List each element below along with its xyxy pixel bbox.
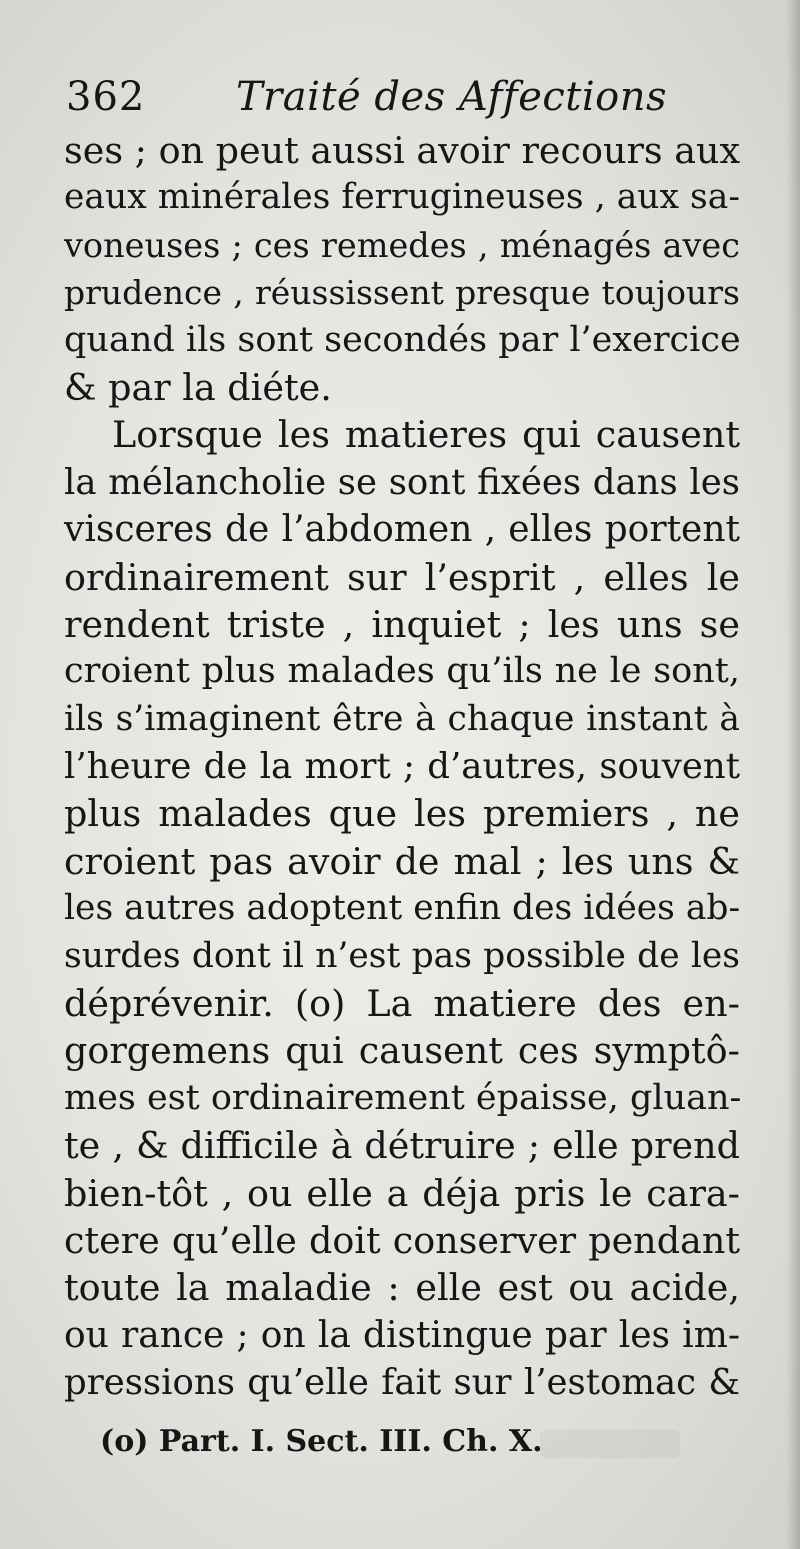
footnote: (o) Part. I. Sect. III. Ch. X.	[100, 1424, 543, 1459]
text-line: déprévenir. (o) La matiere des en-	[64, 982, 740, 1026]
text-line: ses ; on peut aussi avoir recours aux	[64, 129, 741, 172]
text-line: eaux minérales ferrugineuses , aux sa-	[64, 177, 740, 218]
page-edge-shadow	[786, 0, 800, 1549]
paragraph-end-line: & par la diéte.	[64, 365, 332, 409]
text-line: prudence , réussissent presque toujours	[64, 273, 740, 313]
text-line: visceres de l’abdomen , elles portent	[64, 509, 740, 551]
running-title: Traité des Affections	[236, 74, 668, 120]
page-header	[66, 70, 746, 124]
text-line: te , & difficile à détruire ; elle prend	[64, 1124, 740, 1168]
text-line: gorgemens qui causent ces symptô-	[64, 1029, 740, 1073]
ink-show-through	[540, 1430, 680, 1458]
text-line: ordinairement sur l’esprit , elles le	[64, 555, 740, 599]
text-line: la mélancholie se sont fixées dans les	[64, 461, 740, 503]
text-line: ils s’imaginent être à chaque instant à	[64, 698, 740, 739]
text-line: ctere qu’elle doit conserver pendant	[64, 1218, 740, 1262]
text-line: l’heure de la mort ; d’autres, souvent	[64, 746, 740, 788]
text-line: quand ils sont secondés par l’exercice	[64, 319, 741, 360]
text-line: plus malades que les premiers , ne	[64, 792, 740, 836]
text-line: voneuses ; ces remedes , ménagés avec	[64, 225, 740, 265]
text-line: surdes dont il n’est pas possible de les	[64, 935, 740, 976]
text-line: croient pas avoir de mal ; les uns &	[64, 839, 740, 883]
paragraph-start-line: Lorsque les matieres qui causent	[112, 413, 740, 457]
text-line: mes est ordinairement épaisse, gluan-	[64, 1077, 742, 1118]
text-line: les autres adoptent enfin des idées ab-	[64, 888, 741, 929]
page-number: 362	[66, 74, 146, 120]
text-line: toute la maladie : elle est ou acide,	[64, 1266, 740, 1310]
text-line: pressions qu’elle fait sur l’estomac &	[64, 1362, 740, 1404]
text-line: rendent triste , inquiet ; les uns se	[64, 602, 740, 646]
text-line: croient plus malades qu’ils ne le sont,	[64, 651, 740, 692]
body-text	[64, 127, 740, 1407]
text-line: ou rance ; on la distingue par les im-	[64, 1314, 740, 1356]
text-line: bien-tôt , ou elle a déja pris le cara-	[64, 1171, 740, 1215]
